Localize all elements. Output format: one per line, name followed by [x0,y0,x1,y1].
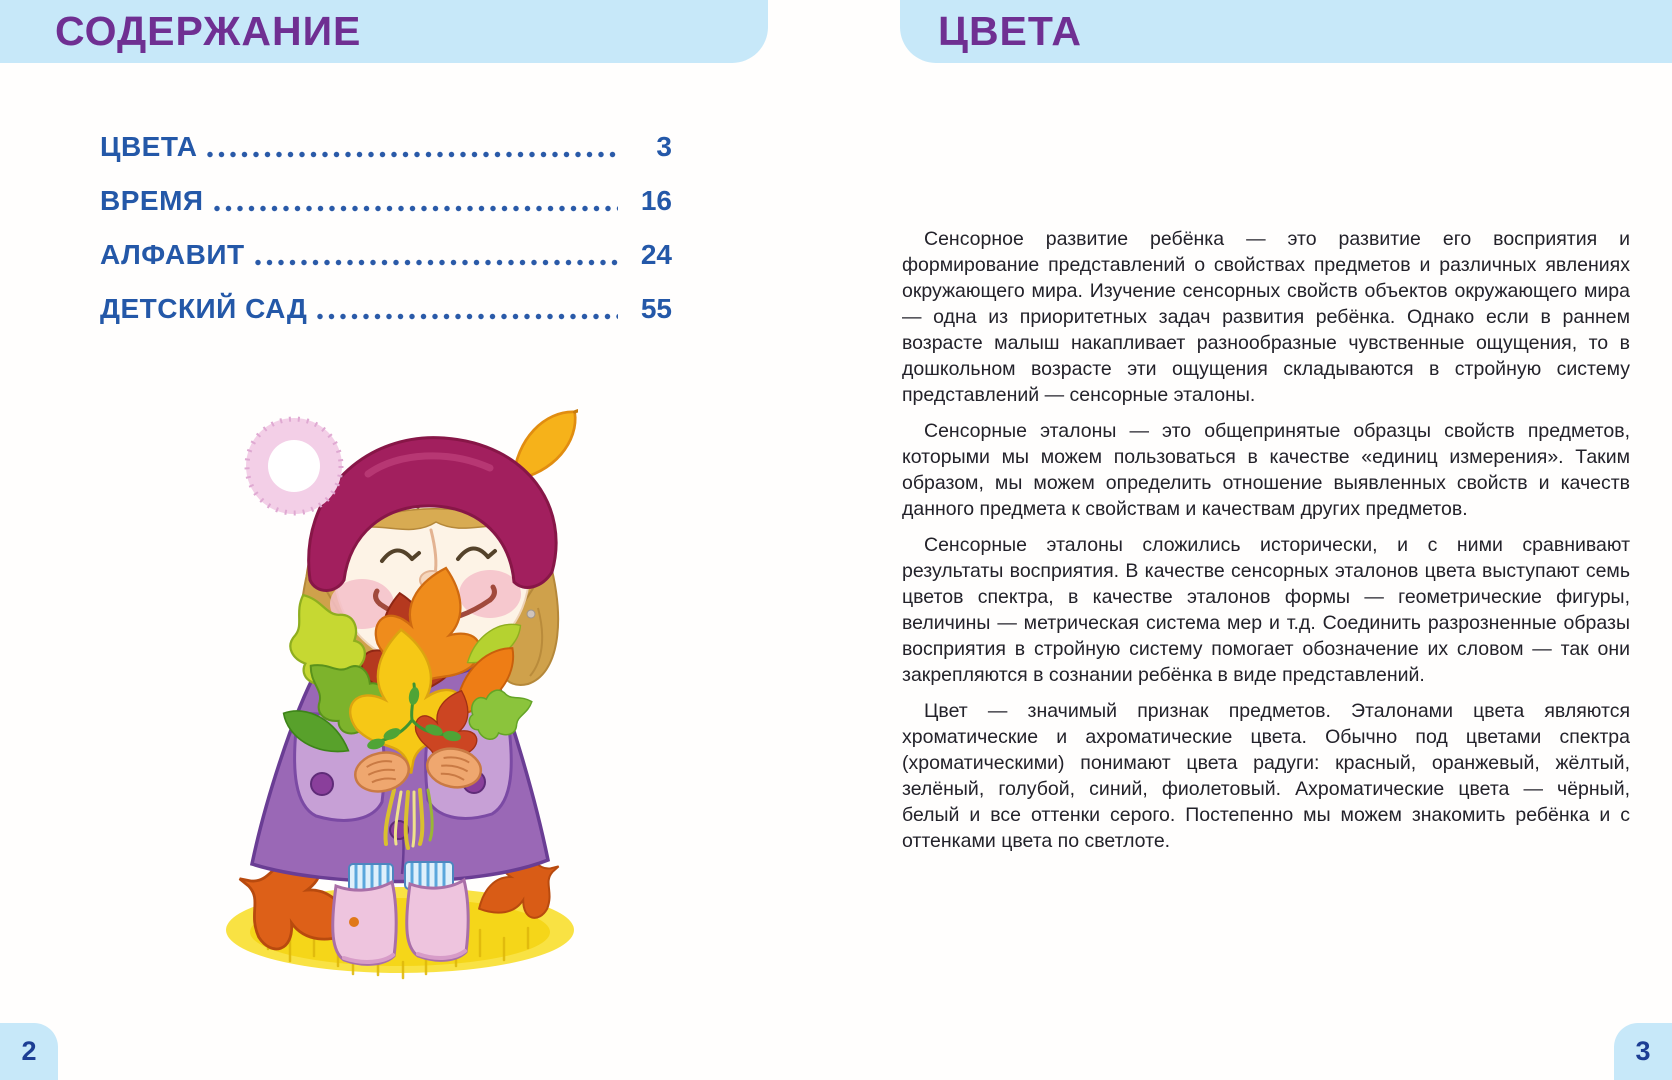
toc-item-label: ВРЕМЯ [100,185,204,216]
page-number-label: 3 [1635,1036,1651,1066]
toc-item-label: ЦВЕТА [100,131,198,162]
paragraph-sensory-development: Сенсорное развитие ребёнка — это развитие его восприятия и формирование представлений о свойствах предметов и различных явлениях окружающего мира. Изучение сенсорных свойств объектов окружающего мира — одна из приоритетных задач развития ребёнка. Однако если в раннем возрасте малыш накапливает разнообразные чувственные ощущения, то в дошкольном возрасте эти ощущения складываются в стройную систему представлений — сенсорные эталоны. [902,228,1630,406]
earring [527,610,535,618]
page-number-left [0,1023,58,1080]
toc-item-label: ДЕТСКИЙ САД [100,293,308,324]
toc-dot-leader [317,313,618,320]
right-page-title: ЦВЕТА [938,8,1082,54]
toc-dot-leader [214,205,618,212]
pocket-button [311,773,333,795]
paragraph-sensory-standards: Сенсорные эталоны — это общепринятые образцы свойств предметов, которыми мы можем пользоваться в качестве «единиц измерения». Таким образом, мы можем определить отношение выявленных свойств и качеств данного предмета к свойствам и качествам других предметов. [902,420,1630,520]
toc-item-page: 24 [640,239,672,270]
toc-dot-leader [207,151,618,158]
paragraph-standards-history: Сенсорные эталоны сложились исторически, и с ними сравнивают результаты восприятия. В качестве сенсорных эталонов цвета выступают семь цветов спектра, в качестве эталонов формы — геометрические фигуры, величины — метрическая система мер и т.д. Соединить разрозненные образы восприятия в стройную систему помогает обозначение их словом — так они закрепляются в сознании ребёнка в виде представлений. [902,534,1630,686]
pompom [246,418,342,514]
girl-illustration [198,382,578,982]
toc-item-label: АЛФАВИТ [100,239,245,270]
toc-item-vremya [100,174,672,228]
toc-item-alfavit [100,228,672,282]
toc-item-page: 16 [640,185,672,216]
paragraph-color-attribute: Цвет — значимый признак предметов. Эталонами цвета являются хроматические и ахроматические цвета. Обычно под цветами спектра (хроматическими) понимают цвета радуги: красный, оранжевый, жёлтый, зелёный, голубой, синий, фиолетовый. Ахроматические цвета — чёрный, белый и все оттенки серого. Постепенно мы можем знакомить ребёнка и с оттенками цвета по светлоте. [902,700,1630,852]
toc-item-cveta [100,120,672,174]
toc-item-page: 3 [656,131,672,162]
toc-dot-leader [255,259,618,266]
body-text [902,226,1630,864]
page-number-label: 2 [21,1036,37,1066]
page-number-right [1614,1023,1672,1080]
toc-item-page: 55 [640,293,672,324]
left-page-title: СОДЕРЖАНИЕ [55,8,362,54]
table-of-contents [100,120,672,336]
toc-item-detskiy-sad [100,282,672,336]
